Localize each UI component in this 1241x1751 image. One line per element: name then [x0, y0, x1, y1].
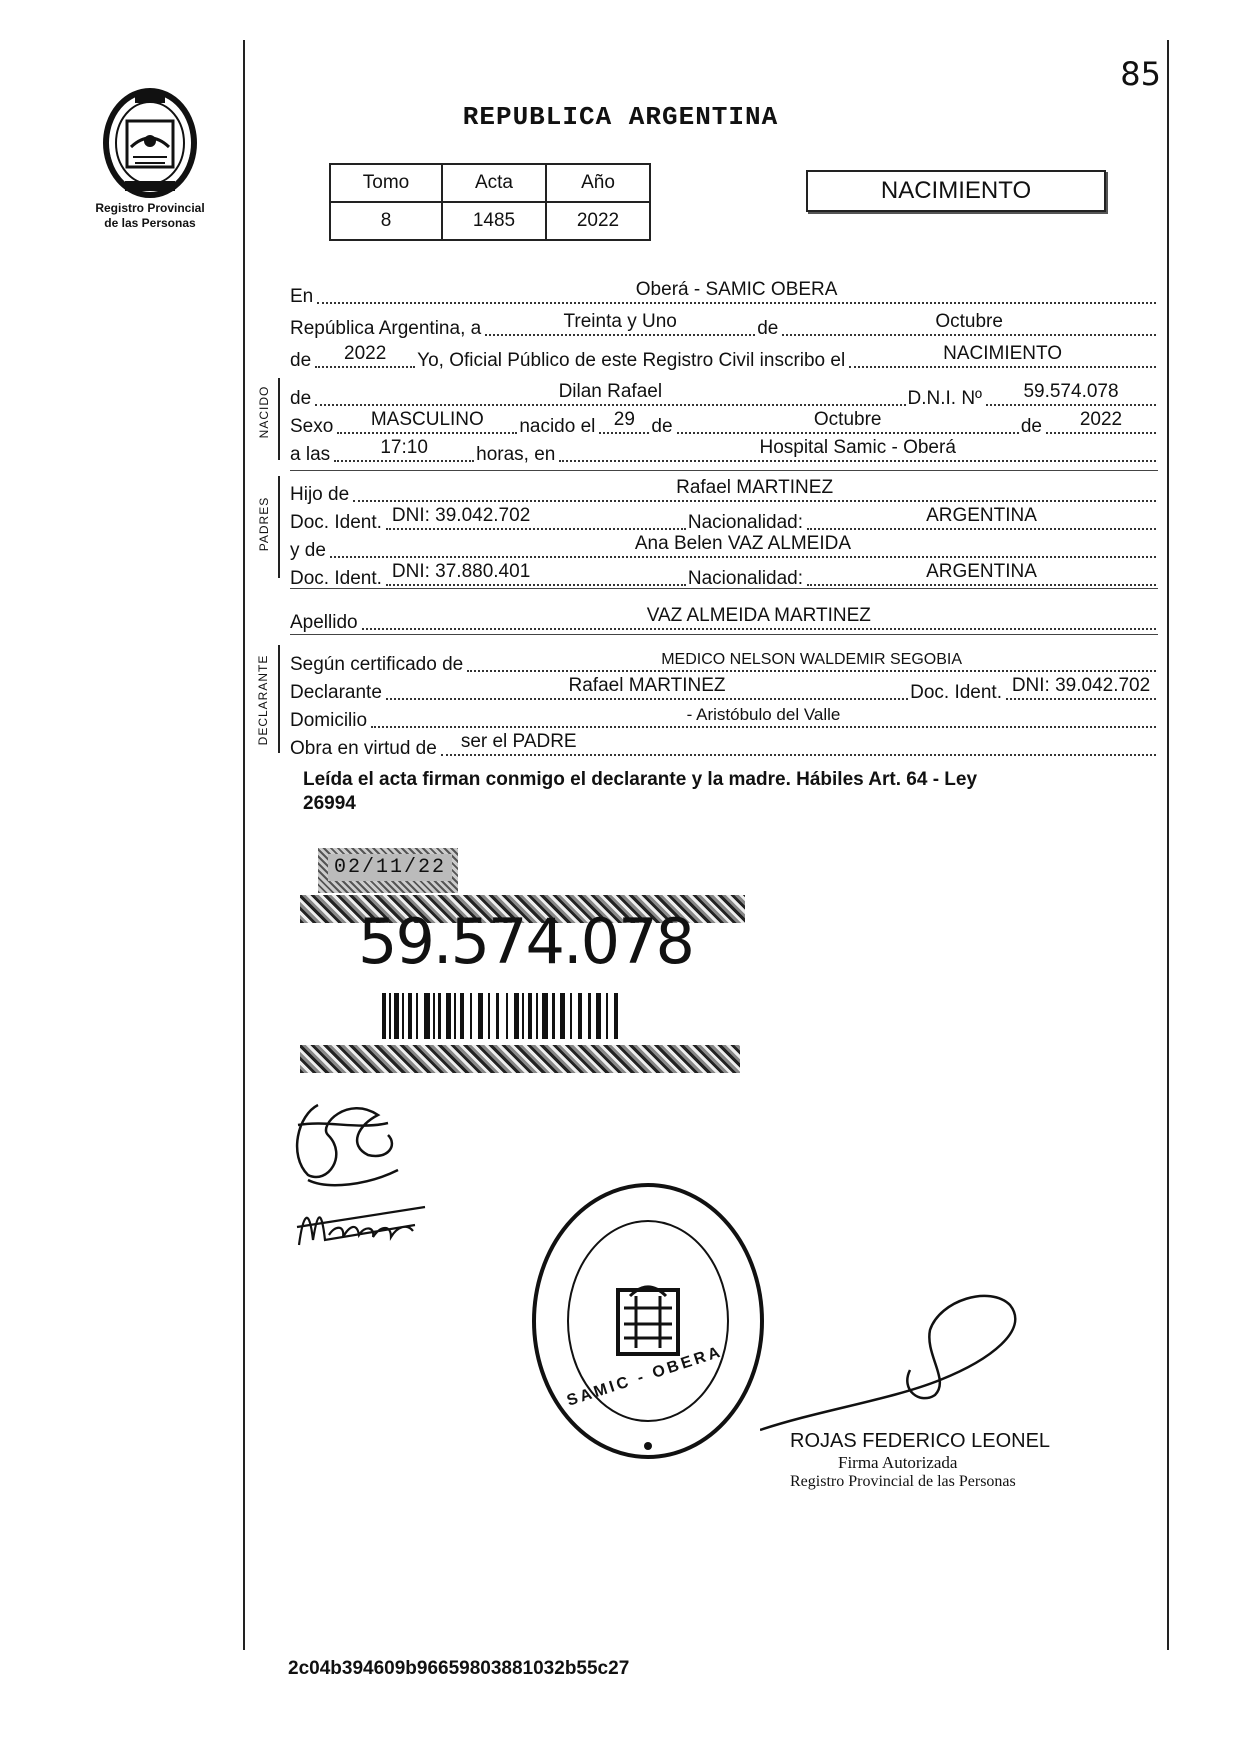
field-inscribed [849, 342, 1156, 368]
value-sex: MASCULINO [370, 409, 484, 430]
row-father-doc [290, 506, 1158, 534]
officer-signature-icon [760, 1290, 1060, 1440]
field-declarant [386, 674, 908, 700]
field-birth-month [677, 408, 1019, 434]
closing-line2: 26994 [303, 793, 356, 814]
label-y-de: y de [290, 540, 326, 561]
barcode-band-bottom [300, 1045, 740, 1073]
official-seal-ring-text [528, 1466, 768, 1467]
officer-title: Firma Autorizada [838, 1453, 958, 1472]
row-place [290, 280, 1158, 308]
registry-value-acta: 1485 [442, 202, 546, 240]
value-address: - Aristóbulo del Valle [686, 705, 841, 724]
field-sex [337, 408, 517, 434]
label-declarante: Declarante [290, 682, 382, 703]
registry-table [329, 163, 651, 241]
field-obra [441, 730, 1156, 756]
row-sex [290, 410, 1158, 438]
registry-value-row [330, 202, 650, 240]
row-child-name [290, 382, 1158, 410]
officer-name: ROJAS FEDERICO LEONEL [790, 1430, 1051, 1452]
dni-barcode-number: 59.574.078 [358, 905, 693, 978]
value-obra: ser el PADRE [460, 731, 577, 752]
label-nac-mother: Nacionalidad: [687, 568, 804, 589]
row-declarant [290, 676, 1158, 704]
value-child-name: Dilan Rafael [558, 381, 663, 402]
row-address [290, 704, 1158, 732]
label-republica: República Argentina, a [290, 318, 482, 339]
value-year: 2022 [344, 343, 387, 364]
section-label-declarante: DECLARANTE [256, 654, 270, 746]
label-doc-mother: Doc. Ident. [290, 568, 382, 589]
label-cert: Según certificado de [290, 654, 464, 675]
declarant-signature-icon [288, 1085, 408, 1195]
label-horas: horas, en [476, 444, 556, 465]
row-obra [290, 732, 1158, 760]
value-child-dni: 59.574.078 [1023, 381, 1119, 402]
registry-header-row [330, 164, 650, 202]
left-border-line [243, 40, 245, 1650]
field-surname [362, 604, 1156, 630]
field-address [371, 702, 1156, 728]
value-declarant: Rafael MARTINEZ [568, 675, 726, 696]
act-type-box: NACIMIENTO [806, 170, 1106, 212]
document-hash: 2c04b394609b96659803881032b55c27 [288, 1658, 630, 1679]
value-place: Oberá - SAMIC OBERA [635, 279, 838, 300]
label-apellido: Apellido [290, 612, 358, 633]
field-month [782, 310, 1156, 336]
registry-header-tomo: Tomo [330, 164, 442, 202]
value-inscribed: NACIMIENTO [943, 343, 1063, 364]
field-mother [330, 532, 1156, 558]
label-de-year: de [290, 350, 312, 371]
field-mother-nat [807, 560, 1156, 586]
label-nacido: nacido el [519, 416, 596, 437]
field-birth-time [334, 436, 474, 462]
value-surname: VAZ ALMEIDA MARTINEZ [646, 605, 871, 626]
value-birth-place: Hospital Samic - Oberá [759, 437, 956, 458]
field-child-dni [986, 380, 1156, 406]
seal-caption-line1: Registro Provincial [95, 201, 205, 215]
label-en: En [290, 286, 314, 307]
label-doc-declarant: Doc. Ident. [910, 682, 1002, 703]
field-father [353, 476, 1156, 502]
value-father-doc: DNI: 39.042.702 [391, 505, 531, 526]
row-date [290, 312, 1158, 340]
right-border-line [1167, 40, 1169, 1650]
date-stamp-text: 02/11/22 [328, 854, 452, 881]
field-mother-doc [386, 560, 686, 586]
row-surname [290, 606, 1158, 634]
page-title: REPUBLICA ARGENTINA [462, 102, 779, 132]
value-birth-year: 2022 [1079, 409, 1123, 430]
label-de-birth-year: de [1020, 416, 1042, 437]
value-father-nat: ARGENTINA [926, 505, 1037, 526]
value-day-words: Treinta y Uno [563, 311, 677, 332]
label-obra: Obra en virtud de [290, 738, 437, 759]
label-de-month: de [757, 318, 779, 339]
mother-signature-icon [295, 1195, 435, 1255]
label-official: Yo, Oficial Público de este Registro Civil inscribo el [417, 350, 846, 371]
dni-barcode-sticker [300, 845, 750, 1093]
page-number: 85 [1120, 55, 1161, 93]
row-time [290, 438, 1158, 466]
field-day-words [485, 310, 755, 336]
value-father: Rafael MARTINEZ [676, 477, 834, 498]
row-father [290, 478, 1158, 506]
value-month: Octubre [935, 311, 1003, 332]
field-child-name [315, 380, 905, 406]
value-birth-time: 17:10 [380, 437, 428, 458]
field-birth-year [1046, 408, 1156, 434]
label-sexo: Sexo [290, 416, 334, 437]
section-line-padres [278, 476, 280, 578]
label-de-birth-month: de [651, 416, 673, 437]
row-mother [290, 534, 1158, 562]
barcode-icon [382, 993, 632, 1039]
section-line-nacido [278, 378, 280, 460]
section-line-declarante [278, 645, 280, 753]
field-declarant-doc [1006, 674, 1156, 700]
official-seal-icon [528, 1178, 768, 1464]
row-certificate [290, 648, 1158, 676]
value-declarant-doc: DNI: 39.042.702 [1011, 675, 1151, 696]
value-mother-nat: ARGENTINA [926, 561, 1037, 582]
value-birth-day: 29 [613, 409, 635, 430]
field-father-nat [807, 504, 1156, 530]
closing-line1: Leída el acta firman conmigo el declarante y la madre. Hábiles Art. 64 - Ley [303, 769, 978, 790]
officer-block [790, 1430, 1050, 1491]
officer-office: Registro Provincial de las Personas [790, 1473, 1016, 1490]
label-hijo: Hijo de [290, 484, 350, 505]
row-mother-doc [290, 562, 1158, 590]
value-certificate: MEDICO NELSON WALDEMIR SEGOBIA [661, 651, 963, 668]
registry-value-tomo: 8 [330, 202, 442, 240]
label-nac-father: Nacionalidad: [687, 512, 804, 533]
section-label-nacido: NACIDO [257, 385, 271, 439]
field-birth-place [559, 436, 1156, 462]
closing-text [303, 768, 1133, 816]
value-mother: Ana Belen VAZ ALMEIDA [634, 533, 852, 554]
label-domicilio: Domicilio [290, 710, 368, 731]
section-label-padres: PADRES [257, 496, 271, 552]
label-dni: D.N.I. Nº [907, 388, 982, 409]
row-year [290, 344, 1158, 372]
field-certificate [467, 646, 1156, 672]
field-year [315, 342, 415, 368]
field-place [317, 278, 1156, 304]
seal-caption-line2: de las Personas [104, 216, 196, 230]
birth-record-form [290, 280, 1158, 760]
label-de-child: de [290, 388, 312, 409]
registry-header-anio: Año [546, 164, 650, 202]
label-doc-father: Doc. Ident. [290, 512, 382, 533]
official-seal-bottom-text: SAMIC - OBERA [564, 1343, 725, 1410]
registry-header-acta: Acta [442, 164, 546, 202]
value-mother-doc: DNI: 37.880.401 [391, 561, 531, 582]
value-birth-month: Octubre [813, 409, 882, 430]
registry-value-anio: 2022 [546, 202, 650, 240]
field-birth-day [599, 408, 649, 434]
label-a-las: a las [290, 444, 331, 465]
field-father-doc [386, 504, 686, 530]
